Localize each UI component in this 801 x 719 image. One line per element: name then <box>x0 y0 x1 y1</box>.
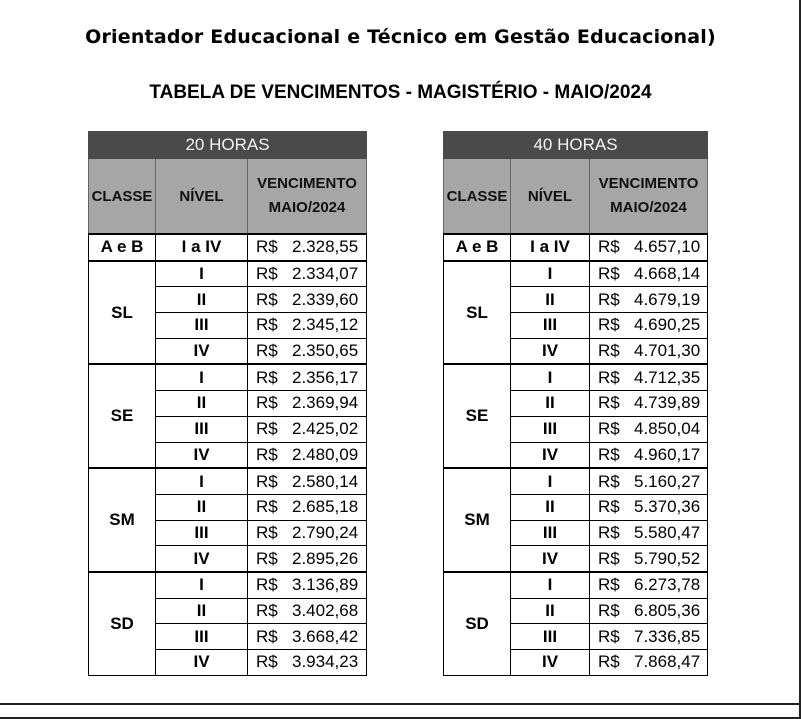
salary-value: 2.350,65 <box>292 341 359 361</box>
nivel-cell: II <box>156 287 248 313</box>
vencimento-cell <box>248 391 367 417</box>
vencimento-cell <box>248 650 367 676</box>
nivel-cell: III <box>156 416 248 442</box>
currency-symbol: R$ <box>256 393 278 413</box>
table-row <box>444 364 708 390</box>
salary-value: 2.685,18 <box>292 497 359 517</box>
vencimento-cell <box>248 442 367 468</box>
nivel-cell: II <box>511 391 590 417</box>
nivel-cell: I <box>156 468 248 494</box>
salary-value: 2.425,02 <box>292 419 359 439</box>
salary-value: 2.790,24 <box>292 522 359 542</box>
salary-table-20-horas <box>88 131 367 676</box>
nivel-cell: IV <box>156 338 248 364</box>
currency-symbol: R$ <box>256 626 278 646</box>
nivel-cell: I a IV <box>511 234 590 261</box>
salary-value: 4.679,19 <box>634 289 701 309</box>
vencimento-cell <box>590 624 708 650</box>
salary-value: 4.850,04 <box>634 419 701 439</box>
currency-symbol: R$ <box>256 419 278 439</box>
nivel-cell: I <box>511 261 590 287</box>
nivel-cell: IV <box>156 650 248 676</box>
nivel-cell: III <box>511 416 590 442</box>
classe-cell: SL <box>444 261 511 365</box>
salary-value: 2.369,94 <box>292 393 359 413</box>
classe-cell: A e B <box>89 234 156 261</box>
vencimento-cell <box>590 416 708 442</box>
salary-value: 3.402,68 <box>292 600 359 620</box>
salary-value: 4.657,10 <box>634 237 701 257</box>
currency-symbol: R$ <box>256 264 278 284</box>
salary-value: 5.790,52 <box>634 548 701 568</box>
vencimento-cell <box>590 546 708 572</box>
salary-value: 4.960,17 <box>634 444 701 464</box>
nivel-cell: III <box>156 520 248 546</box>
salary-value: 2.339,60 <box>292 289 359 309</box>
vencimento-label: VENCIMENTO <box>257 175 357 192</box>
salary-value: 4.712,35 <box>634 367 701 387</box>
vencimento-cell <box>590 234 708 261</box>
vencimento-cell <box>590 442 708 468</box>
currency-symbol: R$ <box>598 600 620 620</box>
currency-symbol: R$ <box>598 315 620 335</box>
classe-cell: SE <box>89 364 156 468</box>
vencimento-cell <box>590 287 708 313</box>
vencimento-cell <box>248 624 367 650</box>
currency-symbol: R$ <box>598 341 620 361</box>
salary-value: 2.580,14 <box>292 471 359 491</box>
nivel-cell: III <box>511 624 590 650</box>
nivel-cell: II <box>511 287 590 313</box>
vencimento-date-label: MAIO/2024 <box>610 199 687 216</box>
currency-symbol: R$ <box>256 497 278 517</box>
nivel-cell: II <box>156 391 248 417</box>
table-row <box>89 572 367 598</box>
currency-symbol: R$ <box>256 548 278 568</box>
classe-cell: SM <box>89 468 156 572</box>
currency-symbol: R$ <box>598 444 620 464</box>
currency-symbol: R$ <box>256 652 278 672</box>
salary-value: 2.334,07 <box>292 264 359 284</box>
currency-symbol: R$ <box>598 237 620 257</box>
salary-value: 3.934,23 <box>292 652 359 672</box>
table-heading: 20 HORAS <box>89 132 367 159</box>
nivel-cell: II <box>156 494 248 520</box>
vencimento-cell <box>590 391 708 417</box>
vencimento-cell <box>248 261 367 287</box>
salary-value: 4.701,30 <box>634 341 701 361</box>
vencimento-cell <box>248 416 367 442</box>
vencimento-date-label: MAIO/2024 <box>268 199 346 216</box>
salary-value: 6.805,36 <box>634 600 701 620</box>
nivel-cell: IV <box>511 546 590 572</box>
nivel-cell: II <box>511 598 590 624</box>
vencimento-cell <box>248 468 367 494</box>
salary-value: 7.868,47 <box>634 652 701 672</box>
nivel-cell: I <box>156 261 248 287</box>
currency-symbol: R$ <box>256 289 278 309</box>
currency-symbol: R$ <box>598 522 620 542</box>
vencimento-cell <box>590 650 708 676</box>
salary-value: 2.328,55 <box>292 237 359 257</box>
vencimento-cell <box>248 234 367 261</box>
currency-symbol: R$ <box>598 289 620 309</box>
currency-symbol: R$ <box>256 471 278 491</box>
nivel-cell: IV <box>156 442 248 468</box>
vencimento-cell <box>248 598 367 624</box>
table-row <box>444 261 708 287</box>
nivel-cell: II <box>511 494 590 520</box>
table-row <box>444 468 708 494</box>
table-title: TABELA DE VENCIMENTOS - MAGISTÉRIO - MAIO/2024 <box>149 82 652 103</box>
salary-value: 5.370,36 <box>634 497 701 517</box>
vencimento-cell <box>590 598 708 624</box>
nivel-cell: IV <box>156 546 248 572</box>
salary-value: 4.668,14 <box>634 264 701 284</box>
nivel-cell: III <box>156 313 248 339</box>
currency-symbol: R$ <box>256 315 278 335</box>
salary-value: 5.160,27 <box>634 471 701 491</box>
nivel-cell: I <box>156 364 248 390</box>
vencimento-cell <box>248 364 367 390</box>
salary-value: 4.739,89 <box>634 393 701 413</box>
nivel-cell: I <box>511 364 590 390</box>
classe-cell: SM <box>444 468 511 572</box>
vencimento-label: VENCIMENTO <box>598 175 699 192</box>
classe-cell: SD <box>89 572 156 675</box>
vencimento-cell <box>590 313 708 339</box>
salary-value: 2.345,12 <box>292 315 359 335</box>
nivel-cell: I <box>511 468 590 494</box>
nivel-cell: III <box>511 313 590 339</box>
vencimento-cell <box>590 364 708 390</box>
nivel-cell: IV <box>511 650 590 676</box>
currency-symbol: R$ <box>256 341 278 361</box>
column-header-vencimento <box>248 159 367 235</box>
currency-symbol: R$ <box>256 575 278 595</box>
table-heading: 40 HORAS <box>444 132 708 159</box>
vencimento-cell <box>248 313 367 339</box>
nivel-cell: I a IV <box>156 234 248 261</box>
currency-symbol: R$ <box>598 497 620 517</box>
table-row <box>444 572 708 598</box>
salary-value: 4.690,25 <box>634 315 701 335</box>
column-header-classe: CLASSE <box>89 159 156 235</box>
currency-symbol: R$ <box>256 237 278 257</box>
currency-symbol: R$ <box>598 471 620 491</box>
salary-value: 3.668,42 <box>292 626 359 646</box>
currency-symbol: R$ <box>598 652 620 672</box>
vencimento-cell <box>590 338 708 364</box>
table-row <box>89 234 367 261</box>
table-row <box>444 234 708 261</box>
vencimento-cell <box>248 520 367 546</box>
table-row <box>89 468 367 494</box>
page-title: Orientador Educacional e Técnico em Gestão Educacional) <box>85 26 716 48</box>
salary-table-40-horas <box>443 131 708 676</box>
currency-symbol: R$ <box>598 367 620 387</box>
vencimento-cell <box>248 546 367 572</box>
table-row <box>89 364 367 390</box>
currency-symbol: R$ <box>256 522 278 542</box>
currency-symbol: R$ <box>256 600 278 620</box>
salary-value: 2.356,17 <box>292 367 359 387</box>
column-header-nivel: NÍVEL <box>156 159 248 235</box>
currency-symbol: R$ <box>598 626 620 646</box>
salary-value: 5.580,47 <box>634 522 701 542</box>
nivel-cell: II <box>156 598 248 624</box>
salary-value: 3.136,89 <box>292 575 359 595</box>
vencimento-cell <box>248 572 367 598</box>
vencimento-cell <box>590 468 708 494</box>
salary-value: 7.336,85 <box>634 626 701 646</box>
vencimento-cell <box>248 338 367 364</box>
column-header-nivel: NÍVEL <box>511 159 590 235</box>
column-header-vencimento <box>590 159 708 235</box>
nivel-cell: III <box>511 520 590 546</box>
table-row <box>89 261 367 287</box>
nivel-cell: I <box>156 572 248 598</box>
classe-cell: SL <box>89 261 156 365</box>
currency-symbol: R$ <box>598 575 620 595</box>
vencimento-cell <box>248 494 367 520</box>
currency-symbol: R$ <box>598 393 620 413</box>
currency-symbol: R$ <box>598 264 620 284</box>
currency-symbol: R$ <box>256 367 278 387</box>
nivel-cell: IV <box>511 338 590 364</box>
salary-value: 2.895,26 <box>292 548 359 568</box>
column-header-classe: CLASSE <box>444 159 511 235</box>
vencimento-cell <box>590 494 708 520</box>
currency-symbol: R$ <box>598 548 620 568</box>
classe-cell: SE <box>444 364 511 468</box>
nivel-cell: III <box>156 624 248 650</box>
salary-value: 2.480,09 <box>292 444 359 464</box>
nivel-cell: I <box>511 572 590 598</box>
classe-cell: SD <box>444 572 511 675</box>
vencimento-cell <box>590 520 708 546</box>
classe-cell: A e B <box>444 234 511 261</box>
bottom-rule <box>0 703 799 705</box>
salary-value: 6.273,78 <box>634 575 701 595</box>
vencimento-cell <box>248 287 367 313</box>
currency-symbol: R$ <box>256 444 278 464</box>
vencimento-cell <box>590 572 708 598</box>
nivel-cell: IV <box>511 442 590 468</box>
vencimento-cell <box>590 261 708 287</box>
currency-symbol: R$ <box>598 419 620 439</box>
